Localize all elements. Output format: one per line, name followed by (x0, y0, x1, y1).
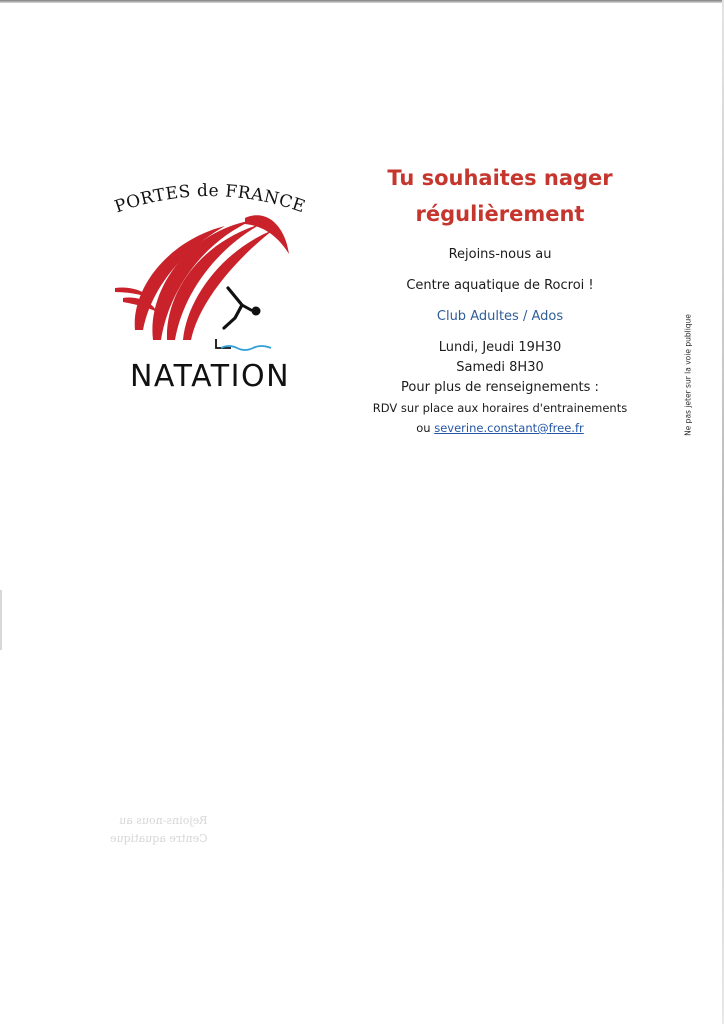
info-block (345, 160, 655, 438)
show-through-text (110, 812, 208, 848)
club-logo (95, 180, 330, 400)
swoosh-icon (115, 215, 289, 340)
scan-left-mark (0, 590, 2, 650)
swimmer-icon (216, 288, 271, 350)
logo-bottom-text: NATATION (129, 359, 291, 394)
contact-line (345, 418, 655, 438)
club-text: Club Adultes / Ados (436, 309, 564, 324)
join-text: Rejoins-nous au (448, 247, 552, 262)
venue-text: Centre aquatique de Rocroi ! (406, 278, 594, 293)
email-link[interactable]: severine.constant@free.fr (434, 421, 584, 435)
info-prompt: Pour plus de renseignements : (401, 380, 599, 395)
club-logo-graphic (95, 180, 330, 400)
show-through-line-2: Centre aquatique (110, 832, 208, 845)
rdv-text: RDV sur place aux horaires d'entrainements (372, 401, 628, 415)
headline-line-1: Tu souhaites nager (387, 166, 613, 190)
side-note: Ne pas jeter sur la voie publique (683, 314, 693, 436)
schedule-saturday: Samedi 8H30 (456, 360, 544, 375)
logo-top-text: PORTES de FRANCE (112, 180, 308, 218)
scan-top-edge (0, 0, 724, 3)
show-through-line-1: Rejoins-nous au (119, 814, 208, 827)
or-label: ou (416, 421, 431, 435)
headline-line-2: régulièrement (415, 202, 585, 226)
schedule-weekdays: Lundi, Jeudi 19H30 (438, 340, 562, 355)
